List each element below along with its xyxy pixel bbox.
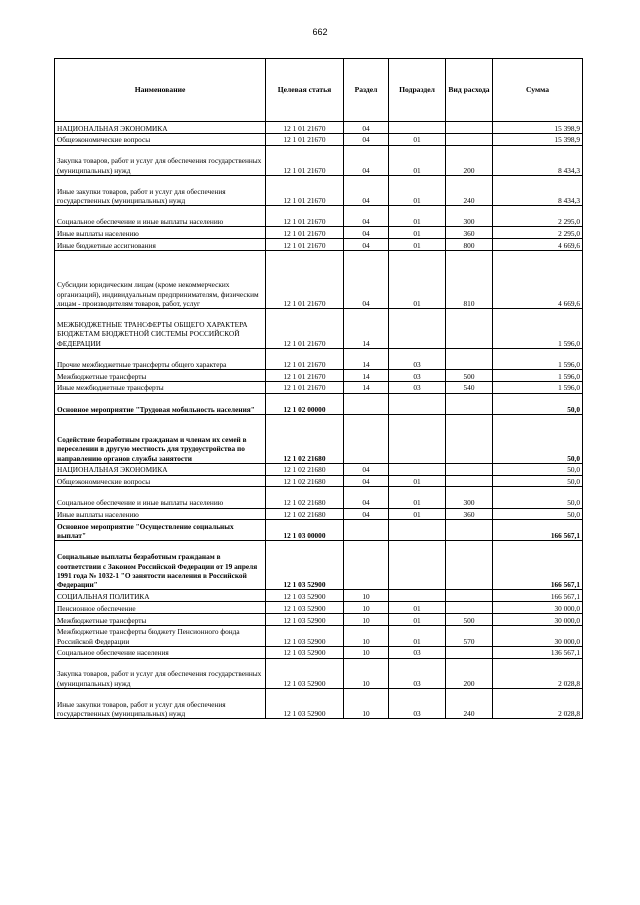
row-name: Межбюджетные трансферты бюджету Пенсионного фонда Российской Федерации: [55, 625, 266, 646]
row-expense-type: 200: [446, 145, 493, 175]
row-section: 14: [344, 309, 389, 349]
row-target: 12 1 02 21680: [266, 463, 344, 475]
row-expense-type: 300: [446, 487, 493, 508]
row-section: 10: [344, 590, 389, 602]
row-expense-type: [446, 590, 493, 602]
row-target: 12 1 01 21670: [266, 309, 344, 349]
row-subsection: [389, 393, 446, 414]
row-subsection: 03: [389, 689, 446, 719]
row-expense-type: [446, 309, 493, 349]
row-target: 12 1 01 21670: [266, 122, 344, 134]
row-section: 10: [344, 625, 389, 646]
row-subsection: 01: [389, 475, 446, 487]
row-subsection: 01: [389, 625, 446, 646]
row-expense-type: 360: [446, 508, 493, 520]
row-section: 04: [344, 133, 389, 145]
row-subsection: [389, 590, 446, 602]
table-row: [55, 520, 583, 541]
row-target: 12 1 01 21670: [266, 206, 344, 227]
row-section: 04: [344, 239, 389, 251]
row-section: 14: [344, 381, 389, 393]
header-target: Целевая статья: [266, 59, 344, 122]
table-row: [55, 463, 583, 475]
row-subsection: 03: [389, 349, 446, 370]
row-expense-type: 570: [446, 625, 493, 646]
row-subsection: [389, 541, 446, 590]
row-amount: 166 567,1: [493, 541, 583, 590]
row-subsection: 01: [389, 251, 446, 309]
row-subsection: 01: [389, 602, 446, 614]
table-row: [55, 122, 583, 134]
row-amount: 15 398,9: [493, 122, 583, 134]
row-name: СОЦИАЛЬНАЯ ПОЛИТИКА: [55, 590, 266, 602]
row-name: Межбюджетные трансферты: [55, 370, 266, 382]
budget-table: [54, 58, 583, 719]
row-target: 12 1 03 52900: [266, 689, 344, 719]
row-target: 12 1 01 21670: [266, 227, 344, 239]
row-target: 12 1 01 21670: [266, 133, 344, 145]
table-row: [55, 349, 583, 370]
row-target: 12 1 02 21680: [266, 487, 344, 508]
row-expense-type: 800: [446, 239, 493, 251]
row-name: Иные выплаты населению: [55, 227, 266, 239]
table-row: [55, 133, 583, 145]
row-expense-type: 300: [446, 206, 493, 227]
row-amount: 1 596,0: [493, 381, 583, 393]
row-expense-type: 540: [446, 381, 493, 393]
row-expense-type: [446, 463, 493, 475]
row-expense-type: 240: [446, 175, 493, 205]
row-amount: 50,0: [493, 463, 583, 475]
table-row: [55, 625, 583, 646]
row-amount: 8 434,3: [493, 145, 583, 175]
row-name: Иные выплаты населению: [55, 508, 266, 520]
row-subsection: [389, 122, 446, 134]
row-section: 04: [344, 122, 389, 134]
row-name: Межбюджетные трансферты: [55, 614, 266, 626]
row-amount: 50,0: [493, 508, 583, 520]
row-name: Социальное обеспечение и иные выплаты населению: [55, 487, 266, 508]
row-section: 14: [344, 349, 389, 370]
table-body: [55, 122, 583, 719]
row-name: Основное мероприятие "Осуществление социальных выплат": [55, 520, 266, 541]
row-amount: 4 669,6: [493, 251, 583, 309]
row-target: 12 1 03 52900: [266, 646, 344, 658]
row-amount: 50,0: [493, 414, 583, 463]
row-expense-type: [446, 646, 493, 658]
row-name: Субсидии юридическим лицам (кроме некоммерческих организаций), индивидуальным предпринимателям, физическим лицам - производителям товаров, работ, услуг: [55, 251, 266, 309]
row-section: [344, 520, 389, 541]
row-expense-type: [446, 349, 493, 370]
table-row: [55, 658, 583, 688]
table-row: [55, 508, 583, 520]
row-section: [344, 414, 389, 463]
row-name: Социальное обеспечение и иные выплаты населению: [55, 206, 266, 227]
table-row: [55, 370, 583, 382]
row-target: 12 1 03 52900: [266, 541, 344, 590]
row-section: 04: [344, 508, 389, 520]
row-name: Закупка товаров, работ и услуг для обеспечения государственных (муниципальных) нужд: [55, 145, 266, 175]
row-expense-type: 500: [446, 370, 493, 382]
row-expense-type: [446, 520, 493, 541]
table-row: [55, 175, 583, 205]
row-target: 12 1 01 21670: [266, 349, 344, 370]
row-subsection: 01: [389, 508, 446, 520]
row-target: 12 1 03 52900: [266, 614, 344, 626]
table-row: [55, 381, 583, 393]
row-target: 12 1 02 21680: [266, 508, 344, 520]
row-name: Иные межбюджетные трансферты: [55, 381, 266, 393]
row-amount: 30 000,0: [493, 614, 583, 626]
table-row: [55, 646, 583, 658]
row-subsection: [389, 414, 446, 463]
row-name: Социальное обеспечение населения: [55, 646, 266, 658]
table-row: [55, 602, 583, 614]
row-amount: 2 028,8: [493, 658, 583, 688]
row-target: 12 1 02 00000: [266, 393, 344, 414]
row-name: МЕЖБЮДЖЕТНЫЕ ТРАНСФЕРТЫ ОБЩЕГО ХАРАКТЕРА БЮДЖЕТАМ БЮДЖЕТНОЙ СИСТЕМЫ РОССИЙСКОЙ ФЕДЕРАЦИИ: [55, 309, 266, 349]
table-row: [55, 206, 583, 227]
row-target: 12 1 02 21680: [266, 475, 344, 487]
row-amount: 50,0: [493, 393, 583, 414]
row-subsection: 01: [389, 145, 446, 175]
row-subsection: [389, 520, 446, 541]
page-number: 662: [312, 27, 328, 37]
row-section: [344, 393, 389, 414]
row-name: Закупка товаров, работ и услуг для обеспечения государственных (муниципальных) нужд: [55, 658, 266, 688]
row-subsection: 03: [389, 370, 446, 382]
row-subsection: [389, 463, 446, 475]
header-subsection: Подраздел: [389, 59, 446, 122]
row-name: Общеэкономические вопросы: [55, 133, 266, 145]
row-section: 04: [344, 175, 389, 205]
table-row: [55, 393, 583, 414]
row-name: Иные закупки товаров, работ и услуг для обеспечения государственных (муниципальных) нужд: [55, 175, 266, 205]
row-amount: 4 669,6: [493, 239, 583, 251]
table-header-row: [55, 59, 583, 122]
row-section: 04: [344, 487, 389, 508]
header-expense-type: Вид расхода: [446, 59, 493, 122]
header-name: Наименование: [55, 59, 266, 122]
row-section: 04: [344, 145, 389, 175]
row-name: Пенсионное обеспечение: [55, 602, 266, 614]
row-section: [344, 541, 389, 590]
row-subsection: 01: [389, 206, 446, 227]
row-subsection: 01: [389, 227, 446, 239]
row-subsection: 01: [389, 239, 446, 251]
table-row: [55, 145, 583, 175]
row-amount: 2 295,0: [493, 227, 583, 239]
row-section: 10: [344, 646, 389, 658]
row-name: Иные бюджетные ассигнования: [55, 239, 266, 251]
row-section: 10: [344, 689, 389, 719]
row-amount: 50,0: [493, 475, 583, 487]
row-section: 04: [344, 475, 389, 487]
row-section: 10: [344, 602, 389, 614]
row-section: 14: [344, 370, 389, 382]
row-subsection: 01: [389, 133, 446, 145]
row-target: 12 1 01 21670: [266, 251, 344, 309]
row-target: 12 1 01 21670: [266, 175, 344, 205]
table-row: [55, 541, 583, 590]
row-section: 10: [344, 614, 389, 626]
row-expense-type: 240: [446, 689, 493, 719]
row-name: Содействие безработным гражданам и членам их семей в переселении в другую местность для трудоустройства по направлению органов службы занятости: [55, 414, 266, 463]
row-subsection: 03: [389, 381, 446, 393]
row-target: 12 1 03 52900: [266, 590, 344, 602]
row-amount: 30 000,0: [493, 602, 583, 614]
row-expense-type: [446, 122, 493, 134]
row-name: Иные закупки товаров, работ и услуг для обеспечения государственных (муниципальных) нужд: [55, 689, 266, 719]
row-amount: 166 567,1: [493, 520, 583, 541]
table-row: [55, 689, 583, 719]
row-section: 04: [344, 251, 389, 309]
row-amount: 50,0: [493, 487, 583, 508]
row-expense-type: [446, 393, 493, 414]
row-expense-type: [446, 414, 493, 463]
row-target: 12 1 01 21670: [266, 239, 344, 251]
row-amount: 166 567,1: [493, 590, 583, 602]
row-section: 04: [344, 463, 389, 475]
row-expense-type: 360: [446, 227, 493, 239]
row-target: 12 1 01 21670: [266, 370, 344, 382]
row-amount: 8 434,3: [493, 175, 583, 205]
row-target: 12 1 02 21680: [266, 414, 344, 463]
table-row: [55, 239, 583, 251]
row-amount: 2 028,8: [493, 689, 583, 719]
row-section: 04: [344, 227, 389, 239]
table-row: [55, 414, 583, 463]
row-expense-type: 200: [446, 658, 493, 688]
row-subsection: 01: [389, 487, 446, 508]
row-target: 12 1 01 21670: [266, 381, 344, 393]
row-target: 12 1 01 21670: [266, 145, 344, 175]
table-row: [55, 487, 583, 508]
row-amount: 15 398,9: [493, 133, 583, 145]
row-amount: 1 596,0: [493, 349, 583, 370]
row-target: 12 1 03 52900: [266, 625, 344, 646]
row-target: 12 1 03 00000: [266, 520, 344, 541]
row-subsection: 03: [389, 646, 446, 658]
table-row: [55, 309, 583, 349]
row-expense-type: 500: [446, 614, 493, 626]
row-name: НАЦИОНАЛЬНАЯ ЭКОНОМИКА: [55, 122, 266, 134]
row-target: 12 1 03 52900: [266, 658, 344, 688]
row-amount: 30 000,0: [493, 625, 583, 646]
row-amount: 2 295,0: [493, 206, 583, 227]
row-expense-type: [446, 133, 493, 145]
row-subsection: 01: [389, 175, 446, 205]
table-row: [55, 475, 583, 487]
table-row: [55, 614, 583, 626]
row-expense-type: [446, 475, 493, 487]
row-name: НАЦИОНАЛЬНАЯ ЭКОНОМИКА: [55, 463, 266, 475]
row-amount: 1 596,0: [493, 370, 583, 382]
row-expense-type: [446, 602, 493, 614]
row-expense-type: [446, 541, 493, 590]
row-name: Общеэкономические вопросы: [55, 475, 266, 487]
header-amount: Сумма: [493, 59, 583, 122]
row-amount: 136 567,1: [493, 646, 583, 658]
row-expense-type: 810: [446, 251, 493, 309]
row-name: Социальные выплаты безработным гражданам в соответствии с Законом Российской Федерации от 19 апреля 1991 года № 1032-1 "О занятости населения в Российской Федерации": [55, 541, 266, 590]
row-subsection: 03: [389, 658, 446, 688]
header-section: Раздел: [344, 59, 389, 122]
row-name: Основное мероприятие "Трудовая мобильность населения": [55, 393, 266, 414]
table-row: [55, 590, 583, 602]
table-row: [55, 251, 583, 309]
row-section: 04: [344, 206, 389, 227]
table-row: [55, 227, 583, 239]
row-subsection: 01: [389, 614, 446, 626]
row-subsection: [389, 309, 446, 349]
row-target: 12 1 03 52900: [266, 602, 344, 614]
row-amount: 1 596,0: [493, 309, 583, 349]
row-section: 10: [344, 658, 389, 688]
row-name: Прочие межбюджетные трансферты общего характера: [55, 349, 266, 370]
